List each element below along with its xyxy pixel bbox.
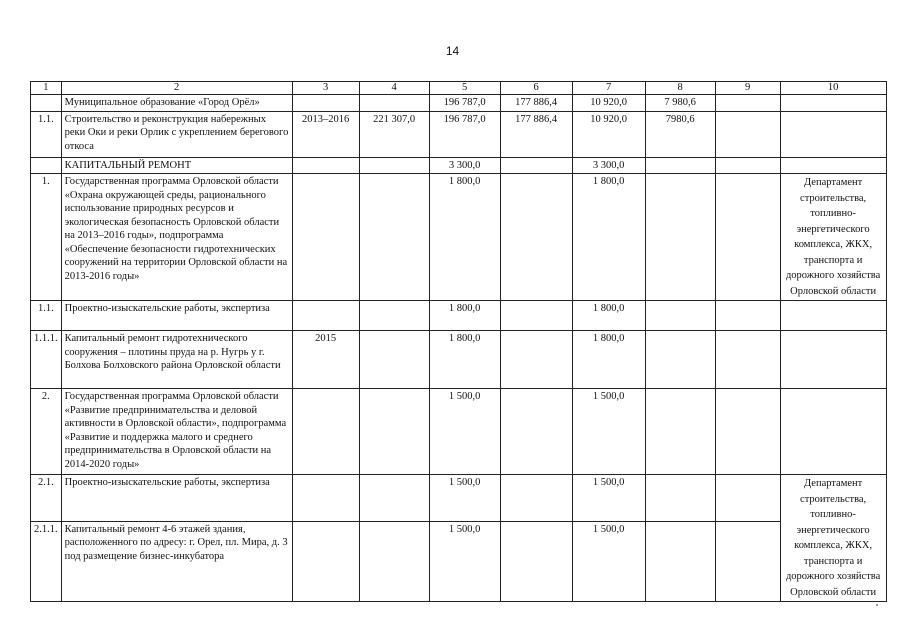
row-col9 [715,95,780,112]
row-estimated-cost [359,331,429,389]
table-row [31,111,887,157]
row-number: 2.1. [31,475,62,522]
row-estimated-cost [359,475,429,522]
row-col6 [500,389,572,475]
row-col6 [500,331,572,389]
page-number: 14 [445,44,460,58]
row-period [292,521,359,601]
table-row [31,174,887,301]
row-col9 [715,475,780,522]
row-col9 [715,157,780,174]
column-number-row [31,82,887,95]
column-header: 10 [780,82,886,95]
row-department [780,301,886,331]
row-total: 196 787,0 [429,111,500,157]
row-col6: 177 886,4 [500,95,572,112]
row-period [292,174,359,301]
row-estimated-cost [359,521,429,601]
row-estimated-cost: 221 307,0 [359,111,429,157]
row-total: 1 800,0 [429,174,500,301]
table-row [31,521,887,601]
row-period: 2013–2016 [292,111,359,157]
column-header: 6 [500,82,572,95]
row-col8 [645,301,715,331]
row-col8 [645,174,715,301]
row-col9 [715,389,780,475]
column-header: 5 [429,82,500,95]
row-col8: 7980,6 [645,111,715,157]
row-col6 [500,521,572,601]
row-col6 [500,475,572,522]
row-number: 1.1. [31,111,62,157]
row-total: 1 800,0 [429,301,500,331]
row-col7: 1 800,0 [572,174,645,301]
table-row [31,331,887,389]
row-estimated-cost [359,174,429,301]
row-number: 2. [31,389,62,475]
row-col7: 1 500,0 [572,475,645,522]
row-number [31,95,62,112]
row-col6: 177 886,4 [500,111,572,157]
row-col8 [645,157,715,174]
row-department: Департамент строительства, топливно-энергетического комплекса, ЖКХ, транспорта и дорожного хозяйства Орловской области [780,475,886,602]
row-col7: 1 500,0 [572,521,645,601]
row-col6 [500,157,572,174]
row-description: Государственная программа Орловской области «Охрана окружающей среды, рационального использование природных ресурсов и экологическая безопасность Орловской области на 2013–2016 годы», подпрограмма «Обеспечение безопасности гидротехнических сооружений на территории Орловской области на 2013-2016 годы» [61,174,292,301]
row-col8 [645,389,715,475]
row-department [780,389,886,475]
row-col7: 3 300,0 [572,157,645,174]
row-col9 [715,111,780,157]
row-department [780,157,886,174]
row-period [292,95,359,112]
row-col7: 1 500,0 [572,389,645,475]
row-description: Муниципальное образование «Город Орёл» [61,95,292,112]
row-col9 [715,174,780,301]
row-department [780,111,886,157]
row-period [292,475,359,522]
row-col7: 10 920,0 [572,111,645,157]
column-header: 8 [645,82,715,95]
row-col6 [500,174,572,301]
row-total: 1 500,0 [429,389,500,475]
section-title: КАПИТАЛЬНЫЙ РЕМОНТ [61,157,292,174]
column-header: 2 [61,82,292,95]
row-col8 [645,521,715,601]
row-department [780,331,886,389]
row-period: 2015 [292,331,359,389]
row-col7: 1 800,0 [572,331,645,389]
scan-speck [876,604,878,606]
row-estimated-cost [359,301,429,331]
row-col7: 10 920,0 [572,95,645,112]
row-col6 [500,301,572,331]
table-row [31,95,887,112]
row-number: 1.1.1. [31,331,62,389]
column-header: 3 [292,82,359,95]
row-total: 1 500,0 [429,475,500,522]
row-description: Капитальный ремонт 4-6 этажей здания, расположенного по адресу: г. Орел, пл. Мира, д. 3 под размещение бизнес-инкубатора [61,521,292,601]
row-description: Капитальный ремонт гидротехнического сооружения – плотины пруда на р. Нугрь у г. Болхова Болховского района Орловской области [61,331,292,389]
row-total: 1 500,0 [429,521,500,601]
table-row [31,475,887,522]
row-col9 [715,331,780,389]
row-total: 3 300,0 [429,157,500,174]
row-total: 1 800,0 [429,331,500,389]
row-description: Проектно-изыскательские работы, экспертиза [61,475,292,522]
table-row [31,389,887,475]
column-header: 7 [572,82,645,95]
row-department [780,95,886,112]
row-col8 [645,331,715,389]
row-period [292,157,359,174]
row-number: 2.1.1. [31,521,62,601]
row-period [292,389,359,475]
row-col9 [715,301,780,331]
row-description: Строительство и реконструкция набережных реки Оки и реки Орлик с укреплением берегового откоса [61,111,292,157]
table-row [31,301,887,331]
row-description: Проектно-изыскательские работы, экспертиза [61,301,292,331]
row-description: Государственная программа Орловской области «Развитие предпринимательства и деловой активности в Орловской области», подпрограмма «Развитие и поддержка малого и среднего предпринимательства в Орловской области на 2014-2020 годы» [61,389,292,475]
row-col7: 1 800,0 [572,301,645,331]
section-row [31,157,887,174]
budget-table [30,81,887,602]
row-col9 [715,521,780,601]
column-header: 9 [715,82,780,95]
row-number: 1. [31,174,62,301]
column-header: 4 [359,82,429,95]
row-number: 1.1. [31,301,62,331]
row-estimated-cost [359,157,429,174]
row-estimated-cost [359,389,429,475]
row-total: 196 787,0 [429,95,500,112]
row-department: Департамент строительства, топливно-энергетического комплекса, ЖКХ, транспорта и дорожного хозяйства Орловской области [780,174,886,301]
row-period [292,301,359,331]
row-number [31,157,62,174]
row-estimated-cost [359,95,429,112]
row-col8: 7 980,6 [645,95,715,112]
row-col8 [645,475,715,522]
column-header: 1 [31,82,62,95]
